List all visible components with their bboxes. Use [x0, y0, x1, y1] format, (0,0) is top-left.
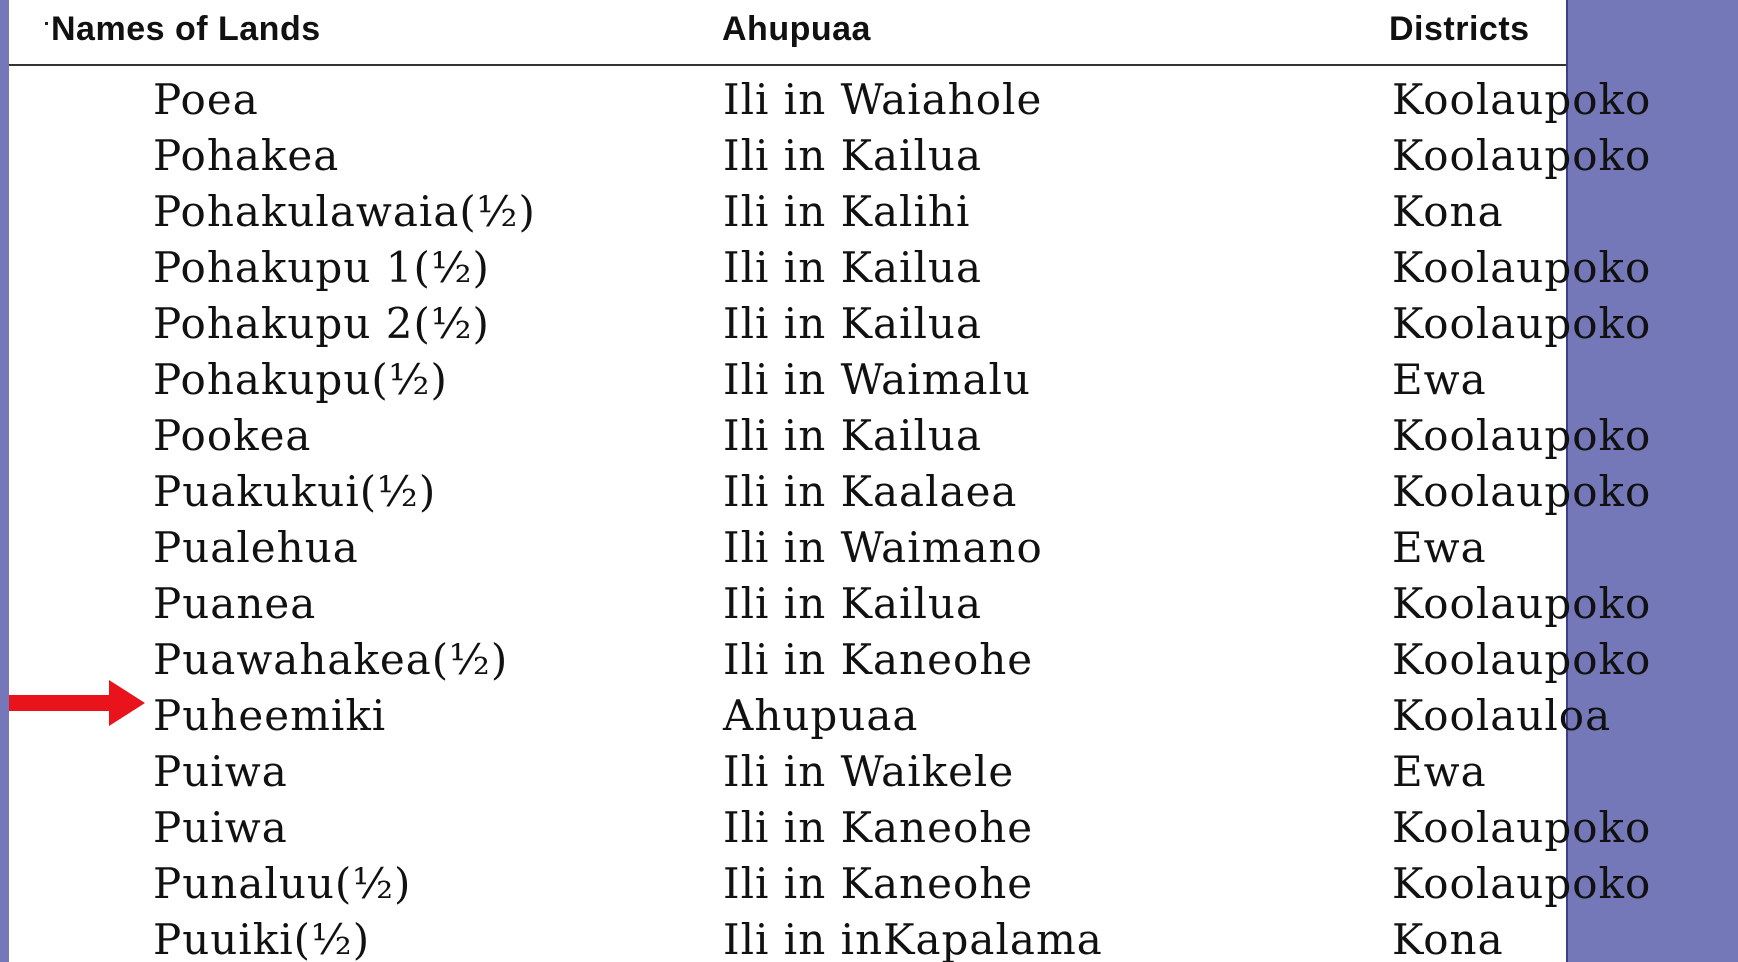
- district-cell: Koolaupoko: [1392, 75, 1652, 124]
- table-row: [9, 576, 1652, 632]
- arrow-right-icon: [9, 680, 149, 726]
- ahupuaa-cell: Ili in Kaalaea: [723, 467, 1018, 516]
- land-name-cell: Pohakulawaia(½): [153, 187, 536, 236]
- land-table-sheet: [9, 0, 1652, 962]
- table-row: [9, 464, 1652, 520]
- ahupuaa-cell: Ahupuaa: [723, 691, 919, 740]
- district-cell: Koolaupoko: [1392, 803, 1652, 852]
- district-cell: Ewa: [1392, 747, 1487, 796]
- land-name-cell: Pualehua: [153, 523, 359, 572]
- table-row: [9, 408, 1652, 464]
- table-row: [9, 240, 1652, 296]
- ahupuaa-cell: Ili in Kailua: [723, 411, 983, 460]
- table-row: [9, 744, 1566, 800]
- land-name-cell: Puiwa: [153, 747, 288, 796]
- table-row: [9, 128, 1652, 184]
- tick-mark: [45, 22, 48, 25]
- ahupuaa-cell: Ili in inKapalama: [723, 915, 1103, 962]
- land-name-cell: Puheemiki: [153, 691, 387, 740]
- land-name-cell: Pohakupu(½): [153, 355, 448, 404]
- header-ahupuaa: Ahupuaa: [722, 10, 871, 48]
- district-cell: Koolaupoko: [1392, 243, 1652, 292]
- land-name-cell: Puuiki(½): [153, 915, 371, 962]
- ahupuaa-cell: Ili in Kailua: [723, 131, 983, 180]
- district-cell: Koolaupoko: [1392, 635, 1652, 684]
- land-name-cell: Puanea: [153, 579, 317, 628]
- table-row: [9, 856, 1652, 912]
- land-name-cell: Puiwa: [153, 803, 288, 852]
- ahupuaa-cell: Ili in Kailua: [723, 243, 983, 292]
- land-name-cell: Pohakea: [153, 131, 340, 180]
- district-cell: Kona: [1392, 187, 1504, 236]
- table-body: [9, 72, 1652, 962]
- land-name-cell: Pookea: [153, 411, 312, 460]
- district-cell: Koolaupoko: [1392, 859, 1652, 908]
- ahupuaa-cell: Ili in Kailua: [723, 299, 983, 348]
- district-cell: Koolaupoko: [1392, 411, 1652, 460]
- district-cell: Kona: [1392, 915, 1504, 962]
- district-cell: Koolaupoko: [1392, 299, 1652, 348]
- table-row: [9, 296, 1652, 352]
- left-frame-border: [0, 0, 9, 962]
- ahupuaa-cell: Ili in Kaneohe: [723, 635, 1034, 684]
- table-row: [9, 632, 1652, 688]
- ahupuaa-cell: Ili in Kaneohe: [723, 859, 1034, 908]
- district-cell: Ewa: [1392, 355, 1487, 404]
- table-row: [9, 520, 1566, 576]
- header-names-of-lands: Names of Lands: [51, 10, 321, 48]
- ahupuaa-cell: Ili in Waimalu: [723, 355, 1031, 404]
- land-name-cell: Poea: [153, 75, 259, 124]
- district-cell: Koolaupoko: [1392, 131, 1652, 180]
- land-name-cell: Puakukui(½): [153, 467, 437, 516]
- ahupuaa-cell: Ili in Waimano: [723, 523, 1043, 572]
- ahupuaa-cell: Ili in Waiahole: [723, 75, 1043, 124]
- table-row: [9, 800, 1652, 856]
- district-cell: Koolauloa: [1392, 691, 1612, 740]
- land-name-cell: Pohakupu 1(½): [153, 243, 490, 292]
- table-row: [9, 912, 1566, 962]
- district-cell: Koolaupoko: [1392, 579, 1652, 628]
- ahupuaa-cell: Ili in Waikele: [723, 747, 1015, 796]
- table-row: [9, 184, 1566, 240]
- table-row: [9, 72, 1652, 128]
- district-cell: Koolaupoko: [1392, 467, 1652, 516]
- table-header: [9, 0, 1566, 66]
- land-name-cell: Puawahakea(½): [153, 635, 509, 684]
- land-name-cell: Pohakupu 2(½): [153, 299, 490, 348]
- ahupuaa-cell: Ili in Kailua: [723, 579, 983, 628]
- header-districts: Districts: [1389, 10, 1530, 48]
- district-cell: Ewa: [1392, 523, 1487, 572]
- table-row-highlighted: [9, 688, 1612, 744]
- ahupuaa-cell: Ili in Kaneohe: [723, 803, 1034, 852]
- ahupuaa-cell: Ili in Kalihi: [723, 187, 971, 236]
- table-row: [9, 352, 1566, 408]
- land-name-cell: Punaluu(½): [153, 859, 412, 908]
